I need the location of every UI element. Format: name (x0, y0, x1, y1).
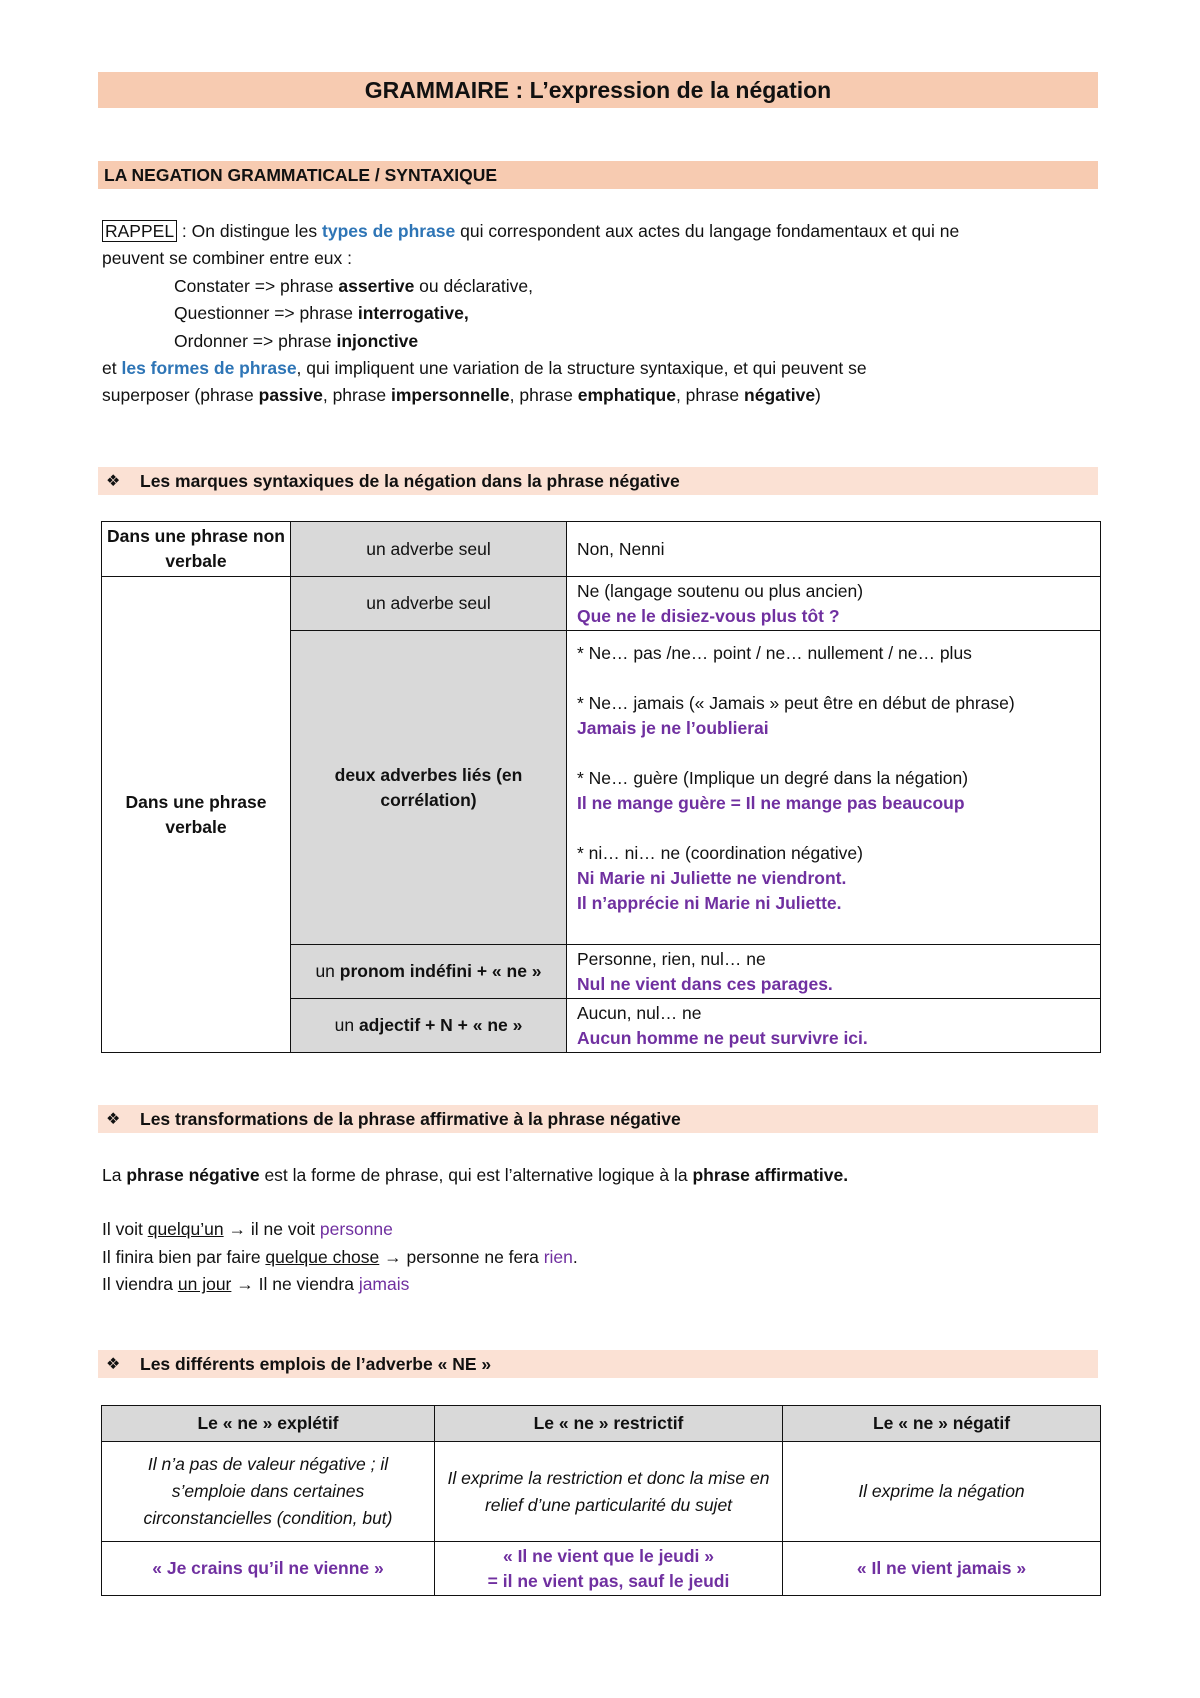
example-line: Il viendra un jour → Il ne viendra jamais (102, 1274, 410, 1295)
example-line: Il finira bien par faire quelque chose → personne ne fera rien. (102, 1246, 578, 1267)
table-cell: un adverbe seul (291, 522, 567, 577)
table-cell: Aucun, nul… ne Aucun homme ne peut survivre ici. (567, 999, 1101, 1053)
table-header-row (102, 1406, 1101, 1442)
column-header: Le « ne » négatif (783, 1406, 1101, 1442)
table-cell: « Il ne vient jamais » (783, 1542, 1101, 1596)
subsection-heading-marques: ❖ Les marques syntaxiques de la négation dans la phrase négative (98, 467, 1098, 495)
table-cell: Il exprime la négation (783, 1442, 1101, 1542)
table-cell: Il exprime la restriction et donc la mise en relief d’une particularité du sujet (435, 1442, 783, 1542)
example-line: Il voit quelqu’un → il ne voit personne (102, 1219, 393, 1240)
table-cell: « Je crains qu’il ne vienne » (102, 1542, 435, 1596)
table-cell: Personne, rien, nul… ne Nul ne vient dans ces parages. (567, 945, 1101, 999)
subsection-heading-emplois: ❖ Les différents emplois de l’adverbe « NE » (98, 1350, 1098, 1378)
page-title: GRAMMAIRE : L’expression de la négation (98, 72, 1098, 108)
rappel-label: RAPPEL (102, 220, 177, 242)
table-cell: un adjectif + N + « ne » (291, 999, 567, 1053)
table-cell: un pronom indéfini + « ne » (291, 945, 567, 999)
table-cell: Ne (langage soutenu ou plus ancien) Que ne le disiez-vous plus tôt ? (567, 577, 1101, 631)
column-header: Le « ne » restrictif (435, 1406, 783, 1442)
diamond-bullet-icon: ❖ (106, 1356, 121, 1373)
diamond-bullet-icon: ❖ (106, 473, 121, 490)
table-cell: Non, Nenni (567, 522, 1101, 577)
table-row (102, 1442, 1101, 1542)
column-header: Le « ne » explétif (102, 1406, 435, 1442)
table-cell: « Il ne vient que le jeudi » = il ne vient pas, sauf le jeudi (435, 1542, 783, 1596)
table-cell: deux adverbes liés (en corrélation) (291, 631, 567, 945)
table-cell: Dans une phrase non verbale (102, 522, 291, 577)
table-cell: Il n’a pas de valeur négative ; il s’emploie dans certaines circonstancielles (condition, but) (102, 1442, 435, 1542)
table-cell: Dans une phrase verbale (102, 577, 291, 1053)
table-cell: * Ne… pas /ne… point / ne… nullement / ne… plus * Ne… jamais (« Jamais » peut être en début de phrase) Jamais je ne l’oublierai * Ne… guère (Implique un degré dans la négation) Il ne mange guère = Il ne mange pas beaucoup * ni… ni… ne (coordination négative) Ni Marie ni Juliette ne viendront. Il n’apprécie ni Marie ni Juliette. (567, 631, 1101, 945)
ne-uses-table (101, 1405, 1101, 1596)
table-row (102, 522, 1101, 577)
table-cell: un adverbe seul (291, 577, 567, 631)
table-row (102, 1542, 1101, 1596)
subsection-heading-transformations: ❖ Les transformations de la phrase affirmative à la phrase négative (98, 1105, 1098, 1133)
table-row (102, 577, 1101, 631)
negation-marks-table (101, 521, 1101, 1053)
diamond-bullet-icon: ❖ (106, 1111, 121, 1128)
rappel-paragraph: RAPPEL : On distingue les types de phrase qui correspondent aux actes du langage fondamentaux et qui ne peuvent se combiner entre eux : Constater => phrase assertive ou déclarative, Questionner => phrase interrogative, Ordonner => phrase injonctive et les formes de phrase, qui impliquent une variation de la structure syntaxique, et qui peuvent se superposer (phrase passive, phrase impersonnelle, phrase emphatique, phrase négative) (102, 221, 960, 406)
transformations-paragraph: La phrase négative est la forme de phrase, qui est l’alternative logique à la phrase affirmative. Il voit quelqu’un → il ne voit personne Il finira bien par faire quelque chose → personne ne fera rien. Il viendra un jour → Il ne viendra jamais (102, 1162, 848, 1299)
section-heading: LA NEGATION GRAMMATICALE / SYNTAXIQUE (98, 161, 1098, 189)
